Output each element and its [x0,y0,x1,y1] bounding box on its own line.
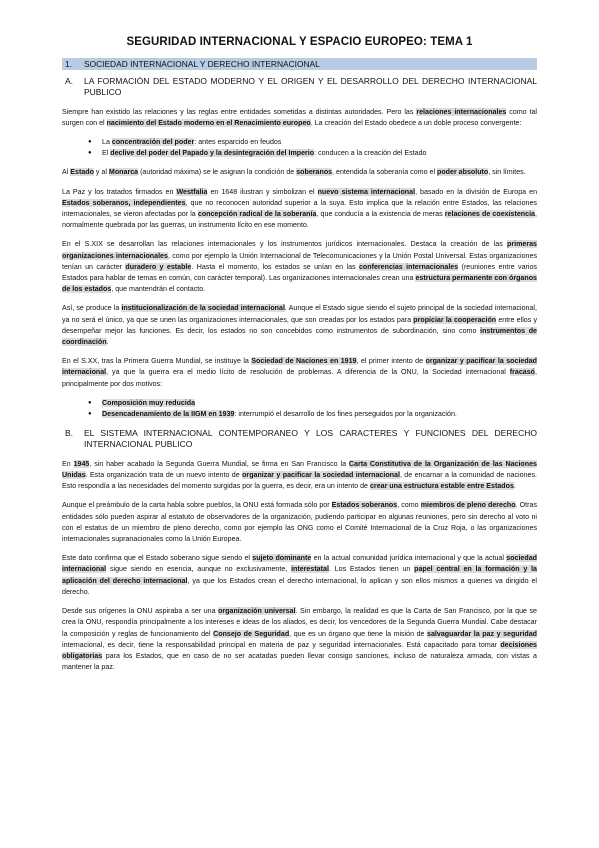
text: . La creación del Estado obedece a un doble proceso convergente: [310,118,522,127]
text: , el primer intento de [356,357,426,366]
text: La Paz y los tratados firmados en [62,187,177,196]
highlight: poder absoluto [437,168,489,177]
highlight: Consejo de Seguridad [213,629,290,638]
text: (reuniones entre varios Estados para hablar de temas en común, con carácter temporal). Las organizaciones internacionales crean una [62,262,537,283]
text: en 1648 ilustran y simbolizan el [207,187,318,196]
text: , que mantendrán el contacto. [111,285,206,294]
text: . Los Estados tienen un [328,565,415,574]
text: En [62,459,74,468]
highlight: organización universal [218,607,296,616]
text: . [106,338,109,347]
highlight: relaciones de coexistencia [444,210,536,219]
text: . Hasta el momento, los estados se unían en las [191,262,359,271]
paragraph-2 [62,167,537,178]
highlight: Estados soberanos [331,501,398,510]
highlight: Estado [70,168,94,177]
bullet-list-1 [62,137,537,159]
highlight: duradero y estable [125,262,192,271]
text: , como por ejemplo la Unión Internacional de Telecomunicaciones y la Unión Postal Universal. Estas organizaciones tenían un carácter [62,251,537,271]
subsection-letter: A. [65,76,74,86]
text: , de encarnar a la comunidad de naciones. Esto respondía a las necesidades del momento surgidas por la guerra, es decir, era un intento de [62,471,537,491]
highlight: organizar y pacificar la sociedad internacional [62,357,537,377]
text: , ya que los Estados crean el derecho internacional, lo aplican y son ellos mismos a quienes va dirigido el derecho. [62,576,537,596]
highlight: interestatal [291,565,329,574]
text: : conducen a la creación del Estado [314,149,427,158]
text: Este dato confirma que el Estado soberano sigue siendo el [62,554,253,563]
text: En el S.XX, tras la Primera Guerra Mundial, se instituye la [62,357,252,366]
text: , principalmente por dos motivos: [62,368,537,388]
highlight: sujeto dominante [252,554,312,563]
highlight: concepción radical de la soberanía [197,210,317,219]
text: , que no reconocen autoridad superior a la suya. Esto implica que la relación entre Estados, las relaciones internacionales, se vieron afectadas por la [62,198,537,219]
subsection-heading-a [62,76,537,98]
highlight: primeras organizaciones internacionales [62,240,537,260]
text: entre ellos y desempeñar mejor las funciones. Es decir, los estados no son concebidos como instrumentos de subordinación, sino como [62,315,538,335]
text: Siempre han existido las relaciones y las reglas entre entidades sometidas a distintas autoridades. Pero las [62,107,417,116]
text: Así, se produce la [62,304,122,313]
highlight: Desencadenamiento de la IIGM en 1939 [102,410,235,419]
document-page [62,36,537,681]
list-item [88,398,537,409]
paragraph-8 [62,500,537,545]
highlight: fracasó [509,368,536,377]
text: . Aunque el Estado sigue siendo el sujeto principal de la sociedad internacional, ya no será el único, ya que se unen las organizaciones internacionales, que son creadas por los estados para [62,304,537,324]
highlight: Westfalia [176,187,208,196]
highlight: institucionalización de la sociedad internacional [121,304,285,313]
paragraph-6 [62,356,537,390]
bullet-list-2 [62,398,537,420]
list-item [88,148,537,159]
text: , sin haber acabado la Segunda Guerra Mundial, se firma en San Francisco la [89,459,349,468]
text: , como [397,501,421,510]
paragraph-10 [62,606,537,673]
highlight: salvaguardar la paz y seguridad [427,629,537,638]
section-label: SOCIEDAD INTERNACIONAL Y DERECHO INTERNACIONAL [84,59,320,69]
text: sigue siendo en esencia, aunque no exclusivamente, [106,565,292,574]
text: , entendida la soberanía como el [332,168,437,177]
text: , sin límites. [488,168,526,177]
highlight: soberanos [296,168,333,177]
text: en la actual comunidad jurídica internacional y que la actual [311,554,507,563]
highlight: Monarca [108,168,139,177]
highlight: propiciar la cooperación [413,315,497,324]
highlight: concentración del poder [111,138,195,146]
list-item [88,409,537,420]
paragraph-3 [62,187,537,232]
text: , que conducía a la existencia de meras [316,210,445,219]
text: . Sin embargo, la realidad es que la Carta de San Francisco, por la que se crea la ONU, respondía principalmente a los intereses e ideas de los aliados, es decir, los vencedores de la Segunda Guerra Mundial. Cabe destacar la composición y reglas de funcionamiento del [62,607,537,638]
highlight: papel central en la formación y la aplicación del derecho internacional [62,565,537,585]
highlight: Carta Constitutiva de la Organización de las Naciones Unidas [62,459,537,480]
list-item [88,137,537,148]
highlight: decisiones obligatorias [62,640,537,660]
text: , basado en la división de Europa en [415,187,538,196]
document-title: SEGURIDAD INTERNACIONAL Y ESPACIO EUROPEO: TEMA 1 [126,36,473,48]
highlight: nuevo sistema internacional [317,187,416,196]
highlight: conferencias internacionales [358,262,459,271]
highlight: Estados soberanos, independientes [62,198,186,207]
subsection-letter: B. [65,428,74,439]
highlight: 1945 [73,459,90,468]
text: y al [93,168,109,177]
text: , normalmente quebrada por las guerras, un instrumento lícito en ese momento. [62,210,537,230]
paragraph-7 [62,459,537,493]
text: . Otras entidades sólo pueden aspirar al estatuto de observadores de la organización, pudiendo participar en algunas reuniones, pero sin derecho al voto ni con el estatus de un miembro de pleno derecho, como por ejemplo las ONG como el Comité Internacional de la Cruz Roja, o las organizaciones internacionales supranacionales como la Unión Europea. [62,501,537,544]
paragraph-9 [62,553,537,598]
text: : interrumpió el desarrollo de los fines perseguidos por la organización. [234,410,457,419]
highlight: declive del poder del Papado y la desintegración del Imperio [110,149,315,158]
highlight: organizar y pacificar la sociedad internacional [242,471,400,480]
highlight: nacimiento del Estado moderno en el Renacimiento europeo [106,118,311,127]
highlight: crear una estructura estable entre Estados [369,482,514,491]
section-heading-1 [62,58,537,70]
text: . Esta organización trata de un nuevo intento de [85,471,243,480]
text: La [102,138,112,146]
highlight: Sociedad de Naciones en 1919 [251,357,357,366]
highlight: instrumentos de coordinación [62,326,537,347]
subsection-label: EL SISTEMA INTERNACIONAL CONTEMPORANEO Y LOS CARACTERES Y FUNCIONES DEL DERECHO INTERNACIONAL PUBLICO [84,428,537,450]
text: . [513,482,516,491]
text: para los Estados, que en caso de no ser acatadas pueden llevar consigo sanciones, incluso de naturaleza armada, con vistas a mantener la paz. [62,651,537,672]
highlight: miembros de pleno derecho [420,501,516,510]
text: , que es un órgano que tiene la misión de [289,629,428,638]
text: : antes esparcido en feudos [194,138,282,146]
text: El [102,149,111,158]
text: (autoridad máxima) se le asignan la condición de [138,168,297,177]
subsection-label: LA FORMACIÓN DEL ESTADO MODERNO Y EL ORIGEN Y EL DESARROLLO DEL DERECHO INTERNACIONAL PUBLICO [84,76,537,97]
highlight: Composición muy reducida [102,398,196,407]
subsection-heading-b [62,428,537,450]
paragraph-4 [62,239,537,295]
paragraph-1 [62,107,537,129]
highlight: sociedad internacional [62,554,537,574]
text: Al [62,168,71,177]
text: Aunque el preámbulo de la carta habla sobre pueblos, la ONU está formada sólo por [62,501,332,510]
text: En el S.XIX se desarrollan las relaciones internacionales y los instrumentos jurídicos internacionales. Destaca la creación de las [62,240,508,249]
text: , ya que la guerra era el medio lícito de resolución de problemas. A diferencia de la ONU, la Sociedad internacional [106,368,510,377]
section-number: 1. [65,59,72,69]
text: internacional, es decir, tiene la responsabilidad principal en materia de paz y seguridad internacionales. Está capacitado para tomar [62,640,501,649]
text: como tal surgen con el [62,107,537,127]
paragraph-5 [62,303,537,348]
highlight: relaciones internacionales [416,107,507,116]
text: Desde sus orígenes la ONU aspiraba a ser una [62,607,219,616]
highlight: estructura permanente con órganos de los estados [62,274,537,294]
